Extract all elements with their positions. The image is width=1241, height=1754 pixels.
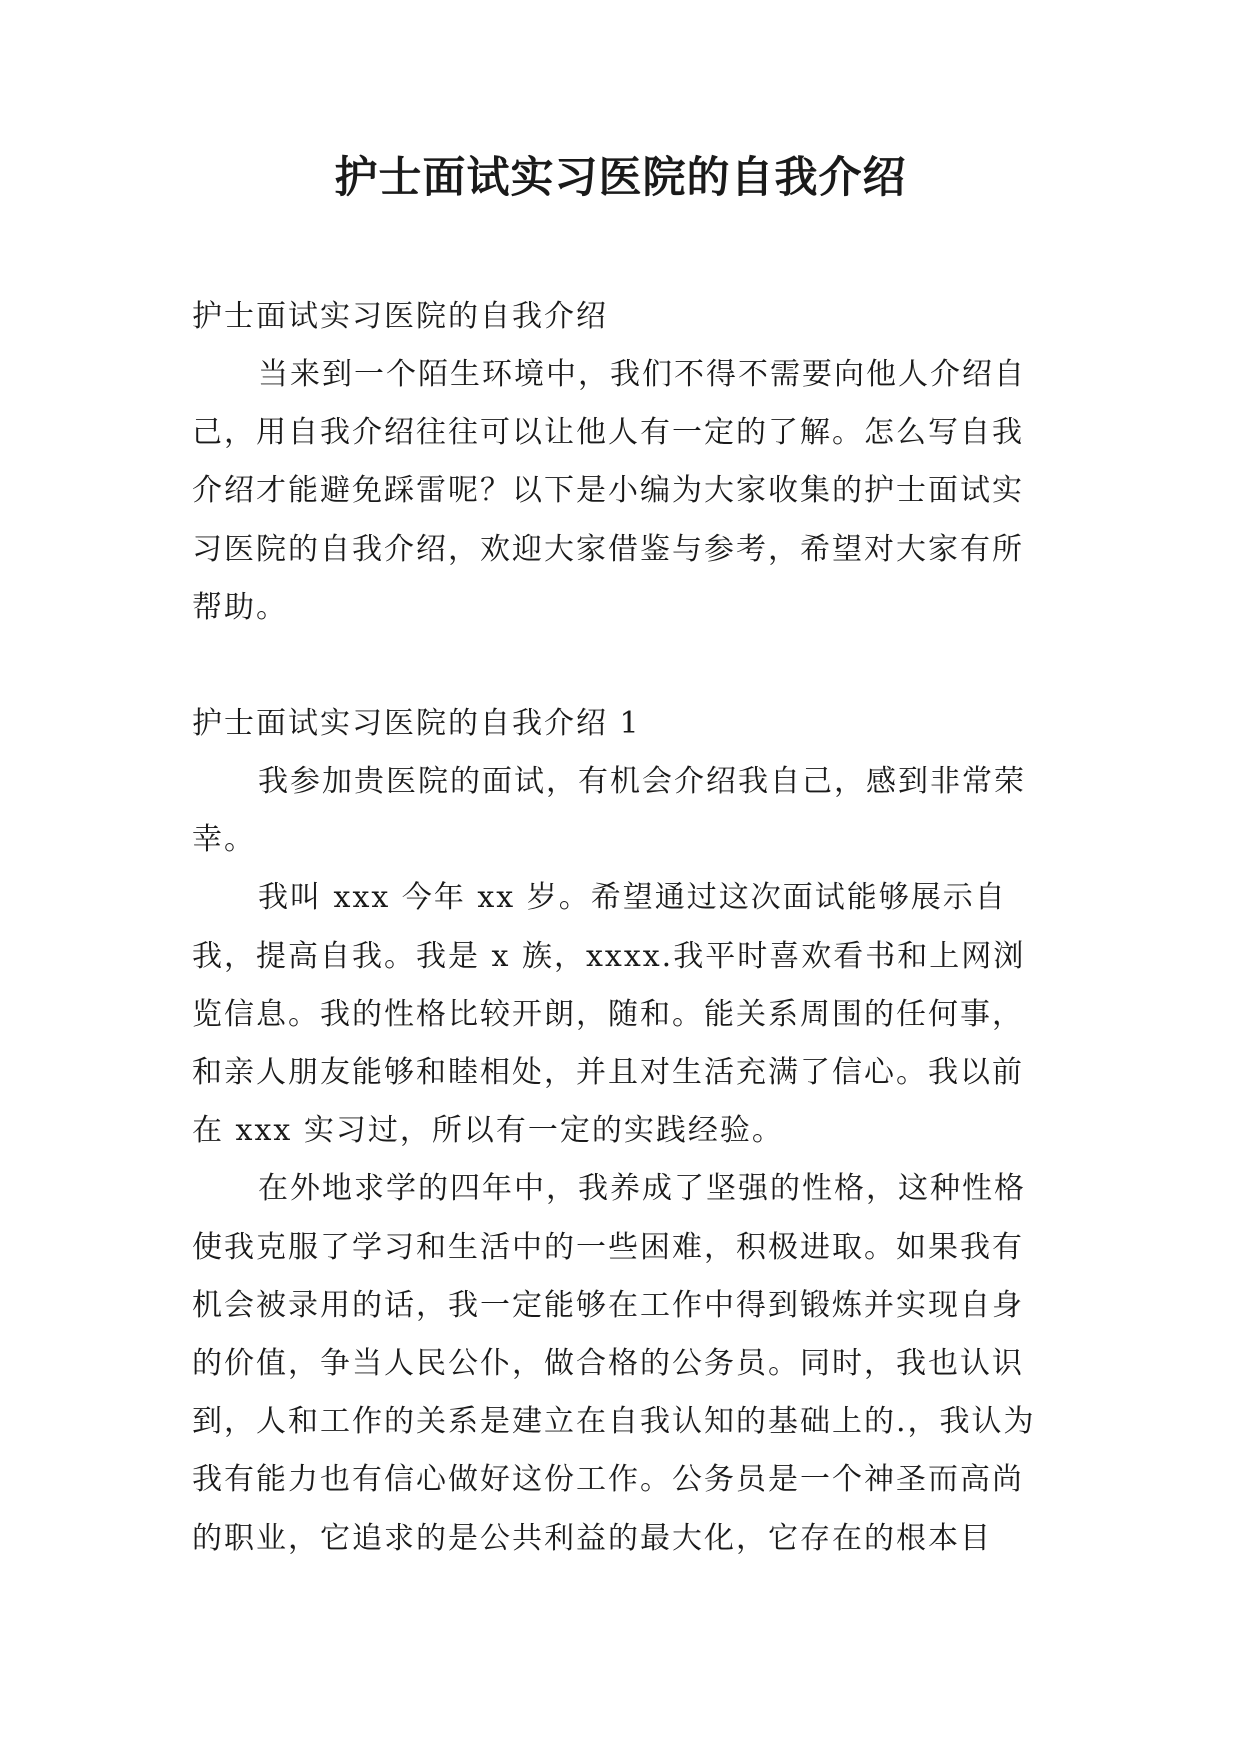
section-heading-1: 护士面试实习医院的自我介绍 1 — [192, 706, 641, 741]
body-paragraph-1: 我参加贵医院的面试，有机会介绍我自己，感到非常荣幸。 — [192, 764, 1026, 858]
body-paragraph-3: 在外地求学的四年中，我养成了坚强的性格，这种性格使我克服了学习和生活中的一些困难，积极进取。如果我有机会被录用的话，我一定能够在工作中得到锻炼并实现自身的价值，争当人民公仆，做合格的公务员。同时，我也认识到，人和工作的关系是建立在自我认知的基础上的.，我认为我有能力也有信心做好这份工作。公务员是一个神圣而高尚的职业，它追求的是公共利益的最大化，它存在的根本目 — [192, 1171, 1036, 1556]
section-body — [192, 753, 1052, 1568]
intro-paragraph: 当来到一个陌生环境中，我们不得不需要向他人介绍自己，用自我介绍往往可以让他人有一定的了解。怎么写自我介绍才能避免踩雷呢？以下是小编为大家收集的护士面试实习医院的自我介绍，欢迎大家借鉴与参考，希望对大家有所帮助。 — [192, 357, 1026, 625]
section-heading-intro: 护士面试实习医院的自我介绍 — [192, 299, 608, 334]
body-paragraph-2: 我叫 xxx 今年 xx 岁。希望通过这次面试能够展示自我，提高自我。我是 x 族，xxxx.我平时喜欢看书和上网浏览信息。我的性格比较开朗，随和。能关系周围的任何事，和亲人朋友能够和睦相处，并且对生活充满了信心。我以前在 xxx 实习过，所以有一定的实践经验。 — [192, 880, 1026, 1149]
document-title: 护士面试实习医院的自我介绍 — [334, 153, 907, 203]
